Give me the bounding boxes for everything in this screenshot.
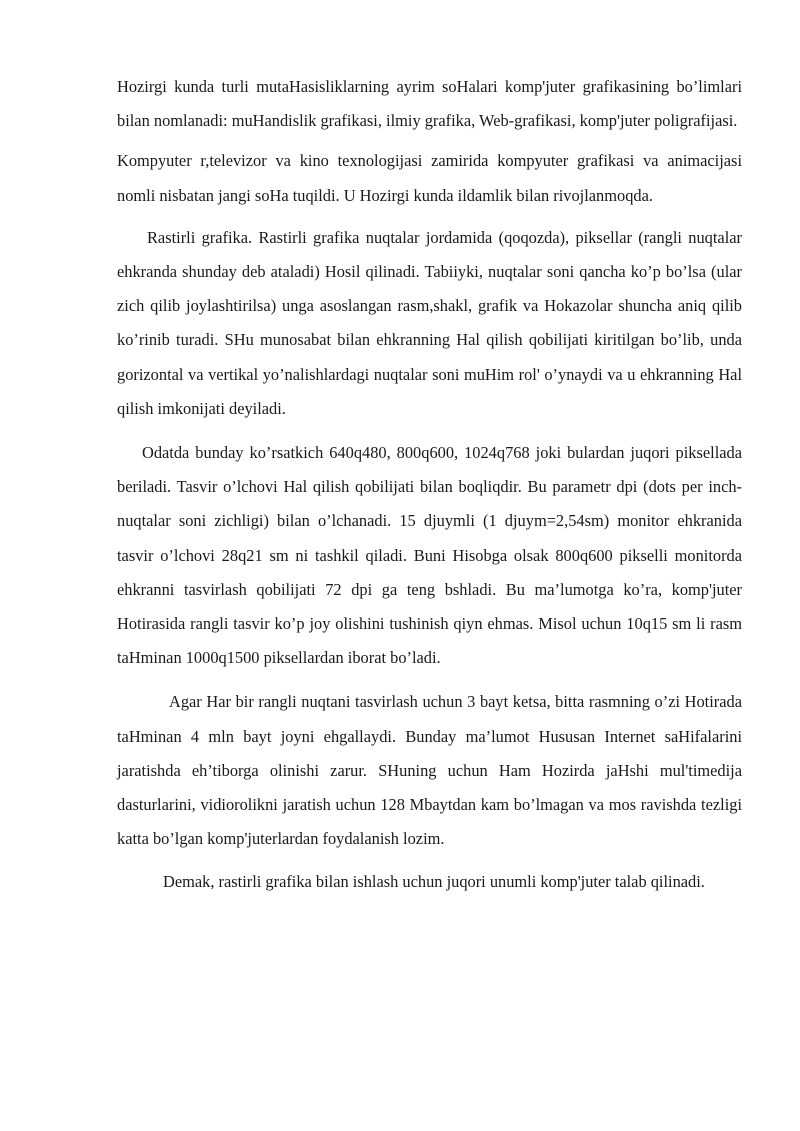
body-text bbox=[117, 70, 742, 897]
paragraph-computer-animation: Kompyuter r,televizor va kino texnologijasi zamirida kompyuter grafikasi va animacijasi nomli nisbatan jangi soHa tuqildi. U Hozirgi kunda ildamlik bilan rivojlanmoqda. bbox=[117, 151, 742, 205]
paragraph-raster-graphics: Rastirli grafika. Rastirli grafika nuqtalar jordamida (qoqozda), piksellar (rangli nuqtalar ehkranda shunday deb ataladi) Hosil qilinadi. Tabiiyki, nuqtalar soni qancha ko’p bo’lsa (ular zich qilib joylashtirilsa) unga asoslangan rasm,shakl, grafik va Hokazolar shuncha aniq qilib ko’rinib turadi. SHu munosabat bilan ehkranning Hal qilish qobilijati kiritilgan bo’lib, unda gorizontal va vertikal yo’nalishlardagi nuqtalar soni muHim rol' o’ynaydi va u ehkranning Hal qilish imkonijati deyiladi. bbox=[117, 227, 742, 418]
paragraph-conclusion: Demak, rastirli grafika bilan ishlash uchun juqori unumli komp'juter talab qilinadi. bbox=[163, 872, 705, 892]
paragraph-memory-usage: Agar Har bir rangli nuqtani tasvirlash uchun 3 bayt ketsa, bitta rasmning o’zi Hotirada taHminan 4 mln bayt joyni ehgallaydi. Bunday ma’lumot Hususan Internet saHifalarini jaratishda eh’tiborga olinishi zarur. SHuning uchun Ham Hozirda jaHshi mul'timedija dasturlarini, vidiorolikni jaratish uchun 128 Mbaytdan kam bo’lmagan va mos ravishda tezligi katta bo’lgan komp'juterlardan foydalanish lozim. bbox=[117, 692, 742, 849]
paragraph-computer-graphics-branches: Hozirgi kunda turli mutaHasisliklarning ayrim soHalari komp'juter grafikasining bo’limlari bilan nomlanadi: muHandislik grafikasi, ilmiy grafika, Web-grafikasi, komp'juter poligrafijasi. bbox=[117, 77, 742, 131]
paragraph-resolution: Odatda bunday ko’rsatkich 640q480, 800q600, 1024q768 joki bulardan juqori piksellada beriladi. Tasvir o’lchovi Hal qilish qobilijati bilan boqliqdir. Bu parametr dpi (dots per inch-nuqtalar soni zichligi) bilan o’lchanadi. 15 djuymli (1 djuym=2,54sm) monitor ehkranida tasvir o’lchovi 28q21 sm ni tashkil qiladi. Buni Hisobga olsak 800q600 pikselli monitorda ehkranni tasvirlash qobilijati 72 dpi ga teng bshladi. Bu ma’lumotga ko’ra, komp'juter Hotirasida rangli tasvir ko’p joy olishini tushinish qiyn ehmas. Misol uchun 10q15 sm li rasm taHminan 1000q1500 piksellardan iborat bo’ladi. bbox=[117, 443, 742, 668]
